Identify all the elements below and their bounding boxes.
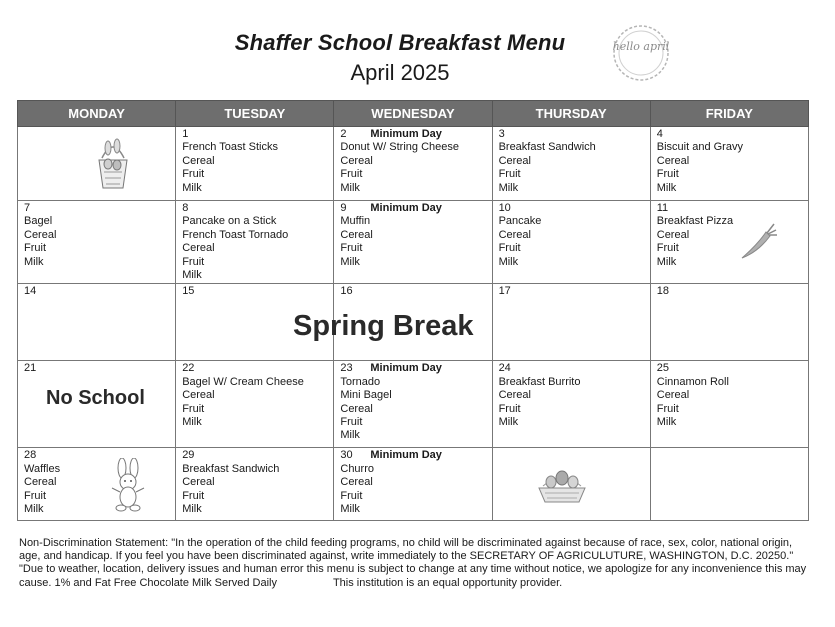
menu-item: Cereal — [656, 228, 690, 241]
day-number: 14 — [24, 285, 37, 298]
menu-item: Milk — [340, 181, 360, 194]
menu-item: Cereal — [498, 228, 531, 241]
day-cell-fri — [650, 361, 808, 448]
day-cell-wed — [334, 361, 492, 448]
menu-item: Cereal — [182, 389, 215, 402]
menu-item: Biscuit and Gravy — [656, 141, 743, 154]
menu-item: Fruit — [182, 489, 205, 502]
day-number: 24 — [498, 362, 511, 375]
menu-item: Cereal — [340, 402, 373, 415]
day-number: 29 — [182, 449, 195, 462]
menu-item: Milk — [498, 416, 519, 429]
day-number: 2 — [340, 128, 347, 140]
hello-april-badge-text: hello april — [612, 40, 670, 53]
header-thursday: THURSDAY — [492, 101, 650, 127]
menu-item: French Toast Tornado — [182, 228, 289, 241]
menu-item: Milk — [656, 416, 677, 429]
menu-item: Cereal — [656, 154, 690, 167]
page-subtitle: April 2025 — [350, 60, 450, 85]
menu-item: Fruit — [656, 242, 679, 255]
day-cell-thu — [492, 127, 650, 201]
menu-item: Cereal — [340, 476, 373, 489]
menu-item: Milk — [182, 503, 202, 516]
menu-item: Fruit — [24, 242, 46, 255]
day-number: 30 — [340, 449, 353, 462]
day-number: 17 — [498, 285, 511, 298]
day-number: 25 — [656, 362, 669, 375]
menu-item: Donut W/ String Cheese — [340, 141, 459, 154]
menu-item: Cereal — [656, 389, 690, 402]
bunny-icon — [108, 458, 148, 517]
menu-item: Milk — [182, 181, 202, 194]
menu-item: Mini Bagel — [340, 389, 392, 402]
day-number: 10 — [498, 202, 511, 214]
day-number: 22 — [182, 362, 195, 375]
menu-item: Milk — [340, 503, 360, 516]
header-monday: MONDAY — [18, 101, 176, 127]
menu-item: Breakfast Sandwich — [498, 141, 596, 154]
header-friday: FRIDAY — [650, 101, 808, 127]
day-number: 16 — [340, 285, 353, 298]
day-cell-thu — [492, 201, 650, 284]
day-cell-mon — [18, 201, 176, 284]
menu-item: Fruit — [498, 402, 521, 415]
day-cell-fri — [650, 127, 808, 201]
day-cell-fri — [650, 448, 808, 521]
menu-item: Cereal — [498, 389, 531, 402]
minimum-day-note: Minimum Day — [370, 128, 442, 140]
menu-item: Muffin — [340, 215, 371, 228]
menu-item: Fruit — [656, 402, 679, 415]
minimum-day-note: Minimum Day — [370, 362, 442, 375]
menu-item: Bagel — [24, 215, 53, 228]
day-number: 21 — [24, 362, 37, 375]
day-number: 7 — [24, 202, 31, 214]
menu-item: Churro — [340, 462, 374, 475]
menu-item: Fruit — [24, 489, 46, 502]
menu-item: Cinnamon Roll — [656, 375, 729, 388]
menu-item: Pancake on a Stick — [182, 215, 277, 228]
non-discrimination-text: Non-Discrimination Statement: "In the operation of the child feeding programs, no child will be discriminated against because of race, sex, color, national origin, age, and handicap. If you feel you have been discriminated against, write immediately to the SECRETARY OF AGRICULUTURE, WASHINGTON, D.C. 20250." "Due to weather, location, delivery issues and human error this menu is subject to change at any time without notice, we apologize for any inconvenience this may cause. 1% and Fat Free Chocolate Milk Served Daily — [19, 537, 807, 589]
menu-item: Fruit — [340, 416, 363, 429]
day-number: 28 — [24, 449, 37, 462]
day-number: 23 — [340, 362, 353, 375]
day-number: 3 — [498, 128, 505, 140]
no-school-banner: No School — [46, 387, 145, 409]
day-number: 1 — [182, 128, 189, 140]
menu-item: Cereal — [182, 242, 215, 255]
menu-item: Milk — [340, 429, 360, 442]
menu-item: Cereal — [498, 154, 531, 167]
menu-item: Milk — [498, 255, 519, 268]
day-cell-mon — [18, 284, 176, 361]
day-cell-tue — [176, 201, 334, 284]
menu-item: Cereal — [24, 228, 57, 241]
menu-item: Cereal — [340, 154, 373, 167]
easter-eggs-icon — [535, 460, 589, 509]
week-row — [18, 127, 809, 201]
menu-item: Waffles — [24, 462, 61, 475]
week-row — [18, 201, 809, 284]
header-wednesday: WEDNESDAY — [334, 101, 492, 127]
day-cell-tue — [176, 361, 334, 448]
menu-item: Milk — [24, 503, 44, 516]
minimum-day-note: Minimum Day — [370, 202, 442, 214]
menu-item: French Toast Sticks — [182, 141, 278, 154]
day-cell-thu — [492, 284, 650, 361]
day-cell-wed — [334, 201, 492, 284]
menu-item: Breakfast Sandwich — [182, 462, 280, 475]
menu-item: Fruit — [340, 489, 363, 502]
hello-april-badge-icon — [610, 22, 672, 84]
menu-item: Milk — [498, 181, 519, 194]
menu-item: Milk — [182, 269, 202, 282]
menu-item: Fruit — [182, 255, 205, 268]
menu-item: Fruit — [498, 168, 521, 181]
day-cell-fri — [650, 201, 808, 284]
weekday-header-row — [18, 101, 809, 127]
day-cell-thu — [492, 361, 650, 448]
day-cell-mon — [18, 448, 176, 521]
day-number: 15 — [182, 285, 195, 298]
carrot-icon — [738, 222, 778, 265]
menu-item: Cereal — [182, 154, 215, 167]
menu-item: Cereal — [24, 476, 57, 489]
footer-statement — [19, 537, 809, 590]
day-number: 11 — [656, 202, 669, 214]
day-cell-wed — [334, 448, 492, 521]
day-number: 18 — [656, 285, 669, 298]
header-tuesday: TUESDAY — [176, 101, 334, 127]
day-cell-tue — [176, 448, 334, 521]
menu-item: Breakfast Burrito — [498, 375, 581, 388]
menu-item: Fruit — [656, 168, 679, 181]
menu-item: Fruit — [182, 168, 205, 181]
menu-item: Fruit — [340, 168, 363, 181]
minimum-day-note: Minimum Day — [370, 449, 442, 462]
day-number: 4 — [656, 128, 663, 140]
menu-item: Milk — [656, 255, 677, 268]
menu-item: Fruit — [340, 242, 363, 255]
day-cell-fri — [650, 284, 808, 361]
menu-item: Fruit — [182, 402, 205, 415]
day-number: 8 — [182, 202, 189, 214]
spring-break-banner: Spring Break — [293, 310, 474, 342]
menu-item: Milk — [182, 416, 202, 429]
menu-item: Bagel W/ Cream Cheese — [182, 375, 304, 388]
menu-item: Milk — [340, 255, 360, 268]
menu-item: Milk — [24, 255, 44, 268]
menu-item: Cereal — [182, 476, 215, 489]
day-cell-tue — [176, 127, 334, 201]
menu-item: Tornado — [340, 375, 381, 388]
day-cell-wed — [334, 127, 492, 201]
day-number: 9 — [340, 202, 347, 214]
page-title: Shaffer School Breakfast Menu — [234, 30, 566, 55]
menu-item: Pancake — [498, 215, 542, 228]
easter-basket-icon — [96, 134, 130, 197]
equal-opportunity-text: This institution is an equal opportunity provider. — [332, 576, 563, 589]
menu-item: Cereal — [340, 228, 373, 241]
menu-item: Fruit — [498, 242, 521, 255]
menu-item: Breakfast Pizza — [656, 215, 734, 228]
menu-item: Milk — [656, 181, 677, 194]
